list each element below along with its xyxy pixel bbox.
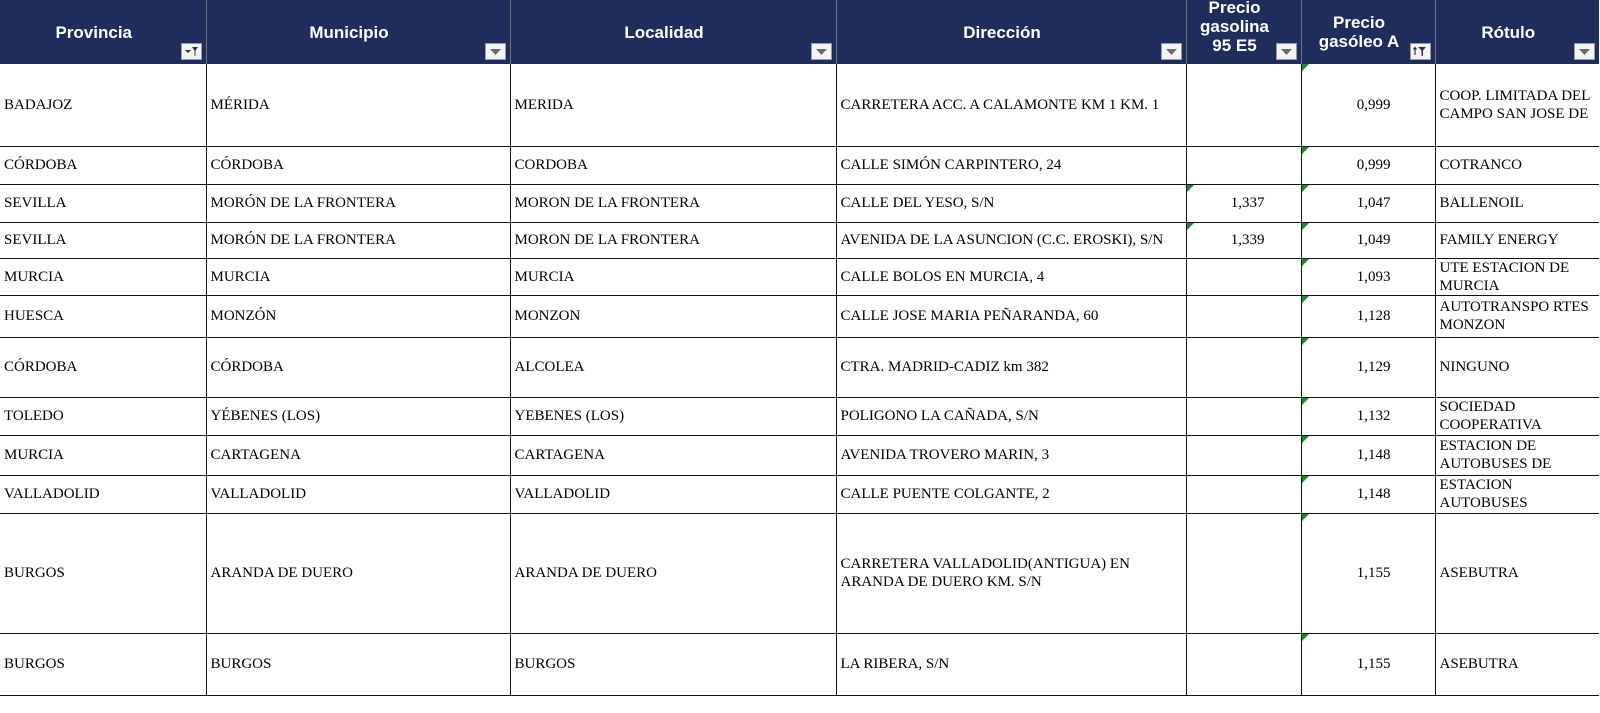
cell-value: CALLE BOLOS EN MURCIA, 4 bbox=[840, 268, 1045, 285]
municipio-cell[interactable] bbox=[206, 337, 510, 397]
localidad-cell[interactable] bbox=[510, 222, 836, 258]
localidad-cell[interactable] bbox=[510, 64, 836, 146]
column-header-label: Rótulo bbox=[1481, 22, 1536, 42]
cell-value: BADAJOZ bbox=[4, 96, 73, 113]
cell-value: YEBENES (LOS) bbox=[514, 408, 625, 424]
comment-indicator-icon bbox=[1302, 259, 1309, 266]
gasolina-price-cell[interactable] bbox=[1186, 64, 1301, 146]
gasolina-price-cell[interactable] bbox=[1186, 222, 1301, 258]
cell-value: CORDOBA bbox=[514, 157, 588, 173]
comment-indicator-icon bbox=[1187, 185, 1194, 192]
cell-value: FAMILY ENERGY bbox=[1439, 232, 1559, 248]
cell-value: 0,999 bbox=[1356, 157, 1391, 173]
table-row bbox=[0, 222, 1599, 258]
gasoleo-price-cell[interactable] bbox=[1301, 64, 1435, 146]
column-header-label: Municipio bbox=[309, 22, 389, 42]
cell-value: POLIGONO LA CAÑADA, S/N bbox=[840, 408, 1039, 424]
direccion-cell[interactable] bbox=[836, 435, 1186, 475]
cell-value: 1,047 bbox=[1356, 195, 1391, 211]
provincia-cell[interactable] bbox=[0, 184, 206, 222]
cell-value: COOP. LIMITADA DEL CAMPO SAN JOSE DE bbox=[1439, 87, 1590, 122]
direccion-cell[interactable] bbox=[836, 633, 1186, 695]
cell-value: AVENIDA TROVERO MARIN, 3 bbox=[840, 447, 1050, 463]
cell-value: CARTAGENA bbox=[210, 447, 301, 463]
column-header-municipio[interactable] bbox=[206, 0, 510, 64]
cell-value: CALLE PUENTE COLGANTE, 2 bbox=[840, 486, 1050, 502]
direccion-cell[interactable] bbox=[836, 64, 1186, 146]
sort-ascending-icon bbox=[1413, 46, 1428, 57]
rotulo-cell[interactable] bbox=[1435, 435, 1599, 475]
provincia-cell[interactable] bbox=[0, 633, 206, 695]
municipio-cell[interactable] bbox=[206, 633, 510, 695]
gasoleo-price-cell[interactable] bbox=[1301, 337, 1435, 397]
gasolina-price-cell[interactable] bbox=[1186, 397, 1301, 435]
municipio-cell[interactable] bbox=[206, 146, 510, 184]
table-row bbox=[0, 258, 1599, 295]
table-row bbox=[0, 435, 1599, 475]
gasoleo-price-cell[interactable] bbox=[1301, 397, 1435, 435]
cell-value: CARTAGENA bbox=[514, 447, 605, 463]
cell-value: MORON DE LA FRONTERA bbox=[514, 232, 700, 248]
provincia-cell[interactable] bbox=[0, 475, 206, 513]
cell-value: YÉBENES (LOS) bbox=[210, 408, 321, 424]
cell-value: CARRETERA ACC. A CALAMONTE KM 1 KM. 1 bbox=[840, 96, 1160, 113]
header-row bbox=[0, 0, 1599, 64]
cell-value: CALLE SIMÓN CARPINTERO, 24 bbox=[840, 157, 1062, 173]
filter-button-rotulo[interactable] bbox=[1574, 43, 1595, 60]
dropdown-arrow-icon bbox=[1578, 48, 1591, 56]
cell-value: 1,339 bbox=[1230, 232, 1265, 248]
rotulo-cell[interactable] bbox=[1435, 222, 1599, 258]
cell-value: SEVILLA bbox=[4, 232, 67, 248]
comment-indicator-icon bbox=[1302, 398, 1309, 405]
filter-active-icon bbox=[184, 46, 199, 57]
localidad-cell[interactable] bbox=[510, 633, 836, 695]
direccion-cell[interactable] bbox=[836, 397, 1186, 435]
gasoleo-price-cell[interactable] bbox=[1301, 258, 1435, 295]
cell-value: BURGOS bbox=[4, 565, 65, 581]
rotulo-cell[interactable] bbox=[1435, 513, 1599, 633]
table-row bbox=[0, 475, 1599, 513]
direccion-cell[interactable] bbox=[836, 222, 1186, 258]
cell-value: ESTACION AUTOBUSES bbox=[1439, 477, 1528, 511]
provincia-cell[interactable] bbox=[0, 222, 206, 258]
cell-value: BALLENOIL bbox=[1439, 195, 1524, 211]
cell-value: CALLE JOSE MARIA PEÑARANDA, 60 bbox=[840, 308, 1099, 324]
comment-indicator-icon bbox=[1302, 634, 1309, 641]
cell-value: 1,129 bbox=[1356, 359, 1391, 375]
cell-value: ARANDA DE DUERO bbox=[514, 565, 657, 581]
gasolina-price-cell[interactable] bbox=[1186, 258, 1301, 295]
rotulo-cell[interactable] bbox=[1435, 475, 1599, 513]
cell-value: 1,093 bbox=[1356, 268, 1391, 285]
column-header-localidad[interactable] bbox=[510, 0, 836, 64]
cell-value: LA RIBERA, S/N bbox=[840, 656, 950, 672]
localidad-cell[interactable] bbox=[510, 258, 836, 295]
cell-value: MONZON bbox=[514, 308, 581, 324]
filter-button-gasoleo[interactable] bbox=[1410, 43, 1431, 60]
cell-value: ESTACION DE AUTOBUSES DE bbox=[1439, 438, 1552, 472]
column-header-direccion[interactable] bbox=[836, 0, 1186, 64]
filter-button-direccion[interactable] bbox=[1161, 43, 1182, 60]
provincia-cell[interactable] bbox=[0, 435, 206, 475]
rotulo-cell[interactable] bbox=[1435, 397, 1599, 435]
table-row bbox=[0, 397, 1599, 435]
comment-indicator-icon bbox=[1302, 514, 1309, 521]
rotulo-cell[interactable] bbox=[1435, 146, 1599, 184]
localidad-cell[interactable] bbox=[510, 295, 836, 337]
direccion-cell[interactable] bbox=[836, 295, 1186, 337]
rotulo-cell[interactable] bbox=[1435, 337, 1599, 397]
table-row bbox=[0, 513, 1599, 633]
municipio-cell[interactable] bbox=[206, 295, 510, 337]
provincia-cell[interactable] bbox=[0, 513, 206, 633]
gasolina-price-cell[interactable] bbox=[1186, 475, 1301, 513]
gasoleo-price-cell[interactable] bbox=[1301, 184, 1435, 222]
cell-value: 1,128 bbox=[1356, 308, 1391, 324]
table-row bbox=[0, 337, 1599, 397]
cell-value: AVENIDA DE LA ASUNCION (C.C. EROSKI), S/N bbox=[840, 232, 1164, 248]
rotulo-cell[interactable] bbox=[1435, 633, 1599, 695]
rotulo-cell[interactable] bbox=[1435, 295, 1599, 337]
localidad-cell[interactable] bbox=[510, 475, 836, 513]
table-row bbox=[0, 295, 1599, 337]
cell-value: 1,148 bbox=[1356, 447, 1391, 463]
gasoleo-price-cell[interactable] bbox=[1301, 513, 1435, 633]
cell-value: 1,049 bbox=[1356, 232, 1391, 248]
column-header-label: Provincia bbox=[55, 22, 133, 42]
dropdown-arrow-icon bbox=[1280, 48, 1293, 56]
comment-indicator-icon bbox=[1187, 223, 1194, 230]
comment-indicator-icon bbox=[1302, 223, 1309, 230]
cell-value: AUTOTRANSPO RTES MONZON bbox=[1439, 299, 1589, 333]
cell-value: TOLEDO bbox=[4, 408, 64, 424]
column-header-label: Localidad bbox=[624, 22, 704, 42]
municipio-cell[interactable] bbox=[206, 222, 510, 258]
provincia-cell[interactable] bbox=[0, 146, 206, 184]
direccion-cell[interactable] bbox=[836, 258, 1186, 295]
comment-indicator-icon bbox=[1302, 436, 1309, 443]
direccion-cell[interactable] bbox=[836, 337, 1186, 397]
direccion-cell[interactable] bbox=[836, 513, 1186, 633]
cell-value: UTE ESTACION DE MURCIA bbox=[1439, 259, 1570, 294]
cell-value: MURCIA bbox=[210, 268, 271, 285]
localidad-cell[interactable] bbox=[510, 184, 836, 222]
cell-value: 1,337 bbox=[1230, 195, 1265, 211]
gasolina-price-cell[interactable] bbox=[1186, 337, 1301, 397]
gasolina-price-cell[interactable] bbox=[1186, 146, 1301, 184]
cell-value: CÓRDOBA bbox=[4, 157, 78, 173]
cell-value: BURGOS bbox=[4, 656, 65, 672]
filter-button-gasolina[interactable] bbox=[1276, 43, 1297, 60]
dropdown-arrow-icon bbox=[1165, 48, 1178, 56]
filter-button-localidad[interactable] bbox=[811, 43, 832, 60]
cell-value: ALCOLEA bbox=[514, 359, 585, 375]
cell-value: VALLADOLID bbox=[210, 486, 307, 502]
cell-value: HUESCA bbox=[4, 308, 65, 324]
cell-value: CÓRDOBA bbox=[210, 157, 284, 173]
gasolina-price-cell[interactable] bbox=[1186, 633, 1301, 695]
table-row bbox=[0, 64, 1599, 146]
comment-indicator-icon bbox=[1302, 338, 1309, 345]
comment-indicator-icon bbox=[1302, 147, 1309, 154]
municipio-cell[interactable] bbox=[206, 258, 510, 295]
cell-value: CARRETERA VALLADOLID(ANTIGUA) EN ARANDA DE DUERO KM. S/N bbox=[840, 556, 1130, 590]
cell-value: CÓRDOBA bbox=[210, 359, 284, 375]
comment-indicator-icon bbox=[1302, 476, 1309, 483]
cell-value: MORÓN DE LA FRONTERA bbox=[210, 195, 396, 211]
cell-value: MORÓN DE LA FRONTERA bbox=[210, 232, 396, 248]
direccion-cell[interactable] bbox=[836, 184, 1186, 222]
cell-value: MÉRIDA bbox=[210, 96, 270, 113]
provincia-cell[interactable] bbox=[0, 64, 206, 146]
cell-value: SEVILLA bbox=[4, 195, 67, 211]
table-body bbox=[0, 64, 1599, 695]
municipio-cell[interactable] bbox=[206, 513, 510, 633]
cell-value: 1,132 bbox=[1356, 408, 1391, 424]
municipio-cell[interactable] bbox=[206, 184, 510, 222]
cell-value: MERIDA bbox=[514, 96, 574, 113]
cell-value: MORON DE LA FRONTERA bbox=[514, 195, 700, 211]
dropdown-arrow-icon bbox=[489, 48, 502, 56]
cell-value: CTRA. MADRID-CADIZ km 382 bbox=[840, 359, 1049, 375]
column-header-gasoleo[interactable] bbox=[1301, 0, 1435, 64]
rotulo-cell[interactable] bbox=[1435, 258, 1599, 295]
gasoleo-price-cell[interactable] bbox=[1301, 633, 1435, 695]
gasolina-price-cell[interactable] bbox=[1186, 513, 1301, 633]
direccion-cell[interactable] bbox=[836, 475, 1186, 513]
cell-value: ASEBUTRA bbox=[1439, 565, 1519, 581]
municipio-cell[interactable] bbox=[206, 64, 510, 146]
municipio-cell[interactable] bbox=[206, 435, 510, 475]
filter-button-municipio[interactable] bbox=[485, 43, 506, 60]
cell-value: 1,155 bbox=[1356, 656, 1391, 672]
cell-value: NINGUNO bbox=[1439, 359, 1510, 375]
column-header-label: Precio gasóleo A bbox=[1318, 13, 1400, 51]
cell-value: 1,148 bbox=[1356, 486, 1391, 502]
cell-value: MURCIA bbox=[4, 447, 65, 463]
comment-indicator-icon bbox=[1302, 64, 1309, 71]
gasolina-price-cell[interactable] bbox=[1186, 184, 1301, 222]
cell-value: CÓRDOBA bbox=[4, 359, 78, 375]
gasoleo-price-cell[interactable] bbox=[1301, 295, 1435, 337]
cell-value: MURCIA bbox=[514, 268, 575, 285]
provincia-cell[interactable] bbox=[0, 295, 206, 337]
cell-value: SOCIEDAD COOPERATIVA bbox=[1439, 399, 1542, 433]
gasolina-price-cell[interactable] bbox=[1186, 435, 1301, 475]
column-header-rotulo[interactable] bbox=[1435, 0, 1599, 64]
provincia-cell[interactable] bbox=[0, 258, 206, 295]
rotulo-cell[interactable] bbox=[1435, 184, 1599, 222]
column-header-label: Dirección bbox=[963, 22, 1041, 42]
cell-value: VALLADOLID bbox=[4, 486, 100, 502]
comment-indicator-icon bbox=[1302, 296, 1309, 303]
cell-value: BURGOS bbox=[210, 656, 272, 672]
cell-value: CALLE DEL YESO, S/N bbox=[840, 195, 995, 211]
localidad-cell[interactable] bbox=[510, 337, 836, 397]
gasoleo-price-cell[interactable] bbox=[1301, 435, 1435, 475]
gasolina-price-cell[interactable] bbox=[1186, 295, 1301, 337]
municipio-cell[interactable] bbox=[206, 397, 510, 435]
cell-value: COTRANCO bbox=[1439, 157, 1523, 173]
gasoleo-price-cell[interactable] bbox=[1301, 475, 1435, 513]
dropdown-arrow-icon bbox=[815, 48, 828, 56]
localidad-cell[interactable] bbox=[510, 435, 836, 475]
column-header-label: Precio gasolina 95 E5 bbox=[1200, 0, 1269, 55]
cell-value: 0,999 bbox=[1356, 96, 1391, 113]
cell-value: BURGOS bbox=[514, 656, 576, 672]
table-row bbox=[0, 184, 1599, 222]
localidad-cell[interactable] bbox=[510, 397, 836, 435]
provincia-cell[interactable] bbox=[0, 337, 206, 397]
filter-button-provincia[interactable] bbox=[181, 43, 202, 60]
gasoleo-price-cell[interactable] bbox=[1301, 222, 1435, 258]
cell-value: MONZÓN bbox=[210, 308, 277, 324]
localidad-cell[interactable] bbox=[510, 513, 836, 633]
column-header-provincia[interactable] bbox=[0, 0, 206, 64]
table-row bbox=[0, 633, 1599, 695]
cell-value: MURCIA bbox=[4, 268, 65, 285]
cell-value: VALLADOLID bbox=[514, 486, 611, 502]
cell-value: ARANDA DE DUERO bbox=[210, 565, 353, 581]
table-row bbox=[0, 146, 1599, 184]
rotulo-cell[interactable] bbox=[1435, 64, 1599, 146]
municipio-cell[interactable] bbox=[206, 475, 510, 513]
cell-value: 1,155 bbox=[1356, 565, 1391, 581]
column-header-gasolina[interactable] bbox=[1186, 0, 1301, 64]
provincia-cell[interactable] bbox=[0, 397, 206, 435]
localidad-cell[interactable] bbox=[510, 146, 836, 184]
direccion-cell[interactable] bbox=[836, 146, 1186, 184]
comment-indicator-icon bbox=[1302, 185, 1309, 192]
cell-value: ASEBUTRA bbox=[1439, 656, 1519, 672]
gasoleo-price-cell[interactable] bbox=[1301, 146, 1435, 184]
